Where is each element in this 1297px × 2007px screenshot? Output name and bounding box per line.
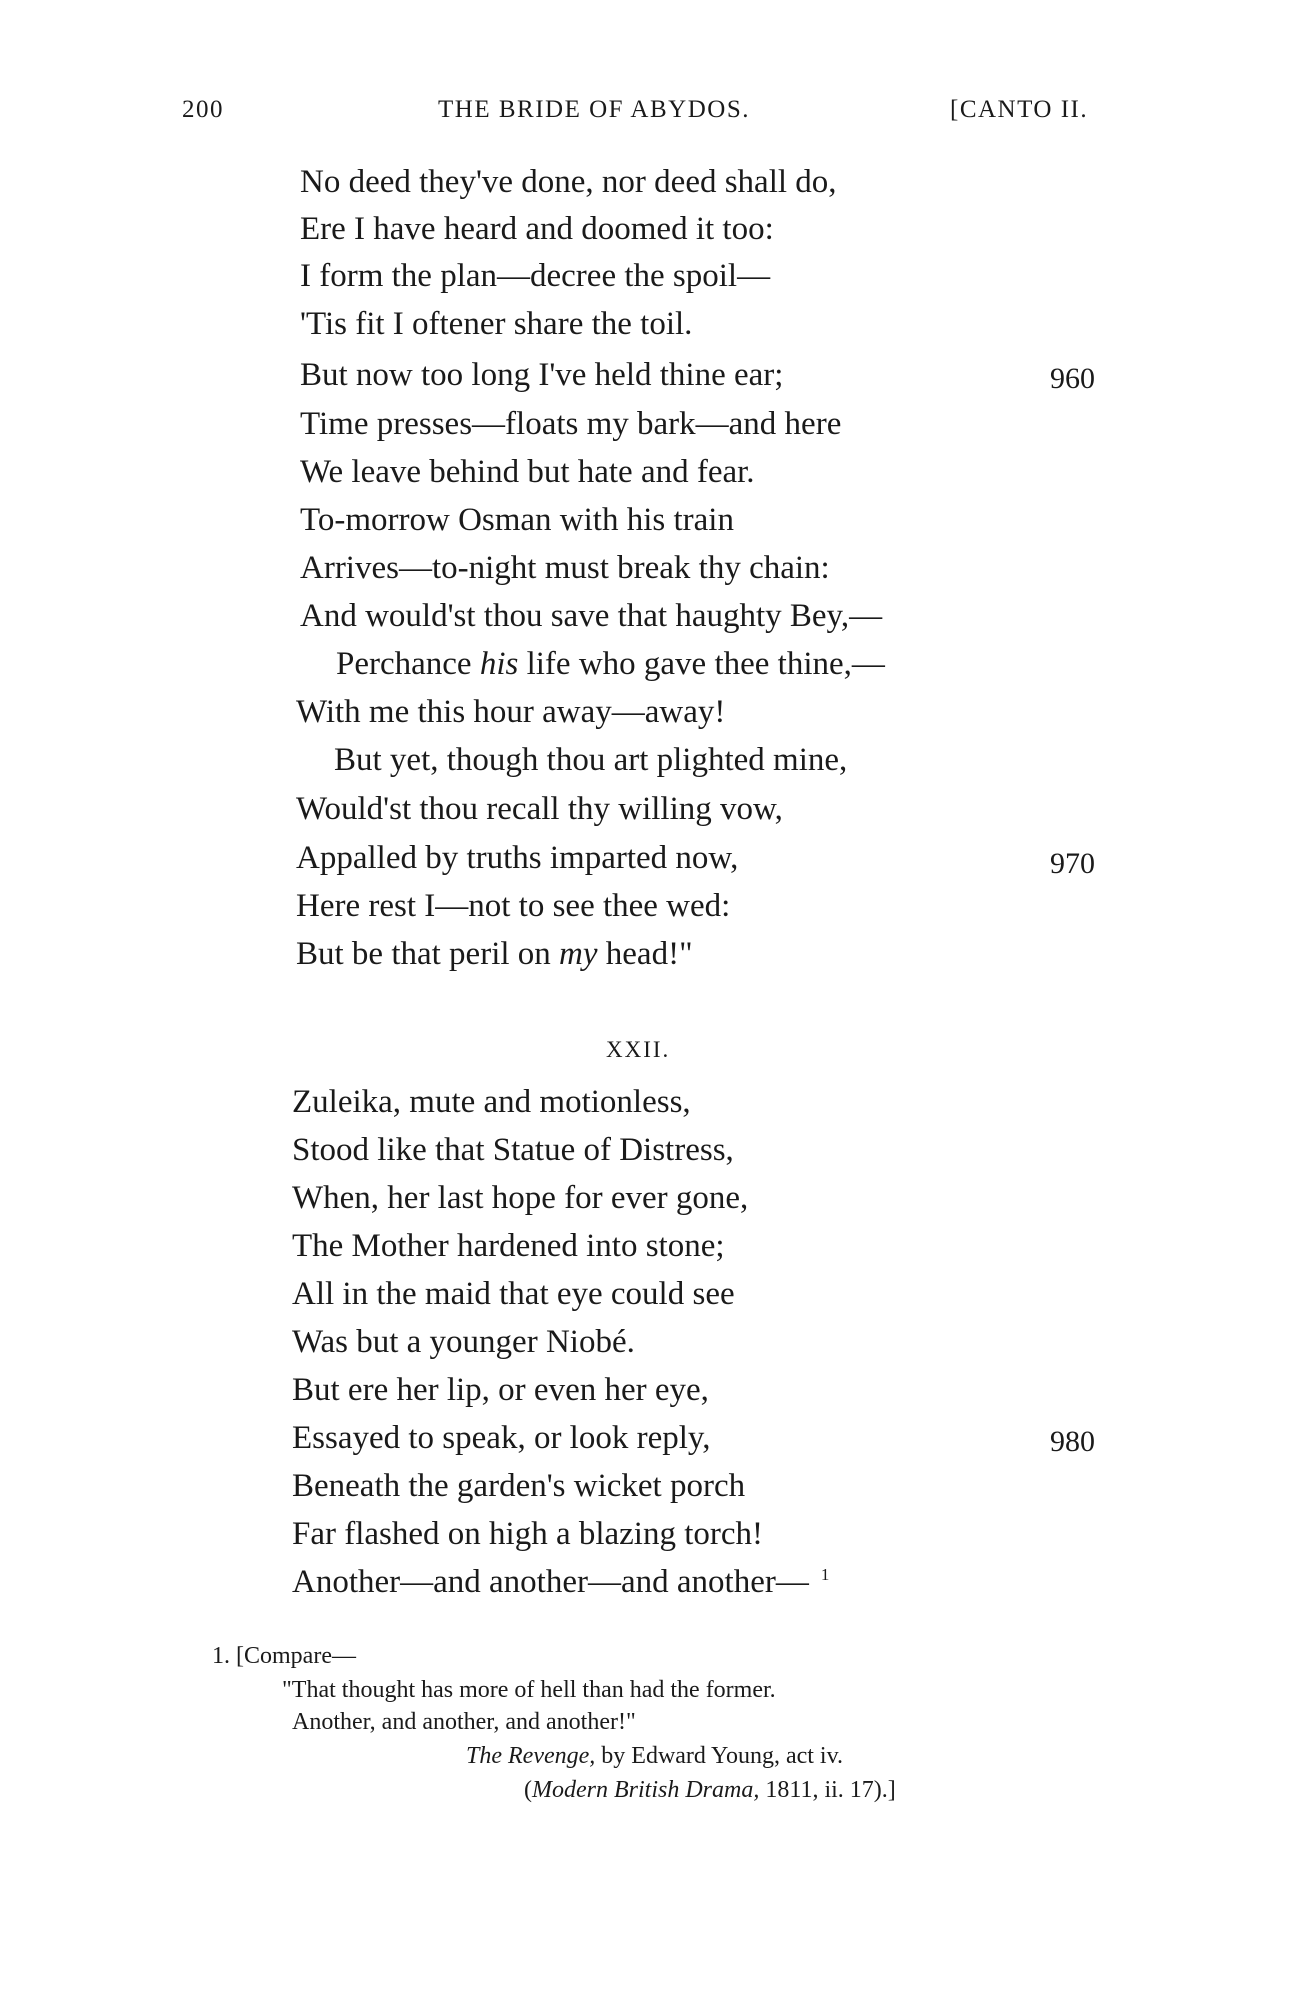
verse-line: I form the plan—decree the spoil— [300, 258, 771, 294]
footnote-citation [524, 1774, 896, 1806]
canto-label: [CANTO II. [950, 96, 1089, 123]
footnote-label: 1. [Compare— [212, 1643, 356, 1669]
text-segment: 1811, ii. 17).] [759, 1777, 896, 1803]
verse-line: With me this hour away—away! [296, 694, 726, 730]
italic-my: my [559, 936, 598, 972]
verse-line: We leave behind but hate and fear. [300, 454, 755, 490]
verse-line: But now too long I've held thine ear; [300, 357, 784, 393]
verse-line-peril [296, 932, 693, 976]
verse-line: Was but a younger Niobé. [292, 1324, 635, 1360]
text-segment: by Edward Young, act iv. [595, 1743, 844, 1769]
page-number: 200 [182, 96, 224, 123]
section-heading: XXII. [606, 1037, 671, 1062]
verse-line: Would'st thou recall thy willing vow, [296, 791, 783, 827]
verse-line: Essayed to speak, or look reply, [292, 1420, 711, 1456]
verse-line: 'Tis fit I oftener share the toil. [300, 306, 693, 342]
text-segment: Perchance [336, 646, 480, 682]
verse-line: Time presses—floats my bark—and here [300, 406, 842, 442]
footnote-quote-line: Another, and another, and another!" [292, 1709, 636, 1735]
verse-line: Beneath the garden's wicket porch [292, 1468, 746, 1504]
text-segment: ( [524, 1777, 532, 1803]
verse-line: Zuleika, mute and motionless, [292, 1084, 691, 1120]
text-segment: But be that peril on [296, 936, 560, 972]
page-header [0, 96, 1297, 136]
text-segment: Another—and another—and another— [292, 1564, 809, 1600]
verse-line: Stood like that Statue of Distress, [292, 1132, 734, 1168]
line-number-980: 980 [1050, 1425, 1095, 1458]
text-segment: life who gave thee thine,— [518, 646, 885, 682]
text-segment: head!" [597, 936, 693, 972]
verse-line: The Mother hardened into stone; [292, 1228, 725, 1264]
verse-line: All in the maid that eye could see [292, 1276, 735, 1312]
verse-line: Appalled by truths imparted now, [296, 840, 739, 876]
footnote-source [466, 1740, 843, 1772]
verse-line: Arrives—to-night must break thy chain: [300, 550, 830, 586]
footnote-quote-line: "That thought has more of hell than had the former. [282, 1677, 776, 1703]
footnote-marker: 1 [820, 1565, 830, 1584]
line-number-970: 970 [1050, 847, 1095, 880]
verse-line: Ere I have heard and doomed it too: [300, 211, 774, 247]
verse-line: Here rest I—not to see thee wed: [296, 888, 731, 924]
italic-his: his [479, 646, 519, 682]
verse-line: Far flashed on high a blazing torch! [292, 1516, 764, 1552]
citation-title: Modern British Drama, [532, 1777, 760, 1803]
running-title: THE BRIDE OF ABYDOS. [438, 96, 750, 123]
verse-line: And would'st thou save that haughty Bey,— [300, 598, 883, 634]
verse-line: To-morrow Osman with his train [300, 502, 734, 538]
verse-line: No deed they've done, nor deed shall do, [300, 164, 837, 200]
source-title: The Revenge, [466, 1743, 596, 1769]
verse-line: But yet, though thou art plighted mine, [334, 742, 848, 778]
verse-line-last [292, 1560, 829, 1604]
verse-line: But ere her lip, or even her eye, [292, 1372, 709, 1408]
verse-line: When, her last hope for ever gone, [292, 1180, 749, 1216]
line-number-960: 960 [1050, 362, 1095, 395]
verse-line-perchance [336, 642, 885, 686]
